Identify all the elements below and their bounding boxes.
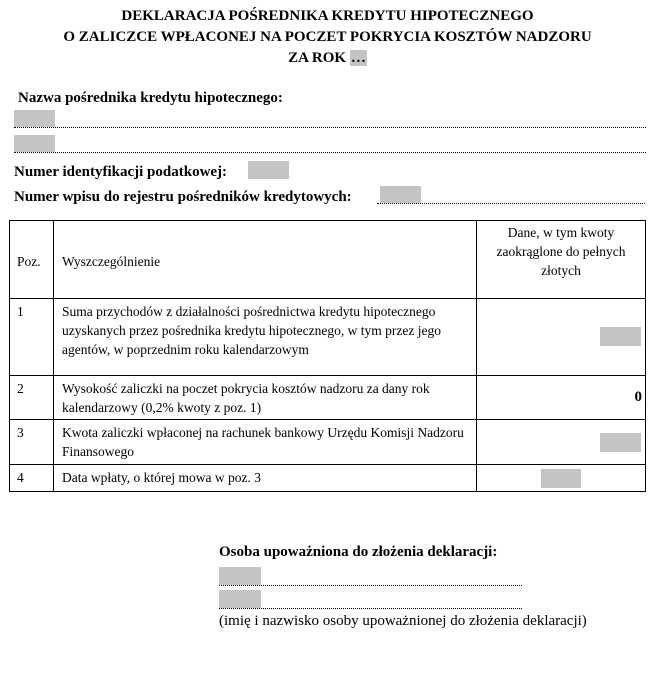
payment-date-input[interactable] bbox=[541, 469, 581, 488]
year-input[interactable]: … bbox=[350, 50, 366, 66]
row-pos: 4 bbox=[10, 465, 54, 492]
title-line-1: DEKLARACJA POŚREDNIKA KREDYTU HIPOTECZNEGO bbox=[121, 8, 534, 24]
title-year-label: ZA ROK bbox=[288, 50, 347, 66]
row-value-cell bbox=[477, 420, 646, 465]
dotted-line bbox=[14, 127, 646, 128]
row-value-cell bbox=[477, 376, 646, 420]
row-description: Data wpłaty, o której mowa w poz. 3 bbox=[54, 465, 477, 492]
table-row bbox=[10, 420, 646, 465]
row-pos: 1 bbox=[10, 299, 54, 376]
advance-amount-value[interactable]: 0 bbox=[634, 389, 642, 405]
header-pos: Poz. bbox=[10, 221, 54, 299]
row-description: Kwota zaliczki wpłaconej na rachunek bankowy Urzędu Komisji Nadzoru Finansowego bbox=[54, 420, 477, 465]
row-description: Wysokość zaliczki na poczet pokrycia kosztów nadzoru za dany rok kalendarzowy (0,2% kwoty z poz. 1) bbox=[54, 376, 477, 420]
intermediary-name-input-1[interactable] bbox=[14, 110, 55, 127]
register-number-input[interactable] bbox=[380, 186, 421, 203]
signature-note: (imię i nazwisko osoby upoważnionej do złożenia deklaracji) bbox=[219, 613, 587, 629]
declaration-table bbox=[9, 220, 646, 492]
signature-input-1[interactable] bbox=[219, 567, 261, 585]
intermediary-name-label: Nazwa pośrednika kredytu hipotecznego: bbox=[18, 90, 283, 106]
table-row bbox=[10, 299, 646, 376]
revenue-input[interactable] bbox=[600, 327, 641, 346]
table-header-row bbox=[10, 221, 646, 299]
paid-advance-input[interactable] bbox=[600, 433, 641, 452]
row-pos: 2 bbox=[10, 376, 54, 420]
row-value-cell bbox=[477, 299, 646, 376]
intermediary-name-input-2[interactable] bbox=[14, 135, 55, 152]
register-number-label: Numer wpisu do rejestru pośredników kredytowych: bbox=[14, 189, 352, 205]
table-row bbox=[10, 465, 646, 492]
signature-input-2[interactable] bbox=[219, 590, 261, 608]
signature-label: Osoba upoważniona do złożenia deklaracji: bbox=[219, 544, 498, 560]
tax-id-input[interactable] bbox=[248, 161, 289, 179]
title-line-3 bbox=[0, 48, 655, 69]
dotted-line bbox=[14, 152, 646, 153]
header-description: Wyszczególnienie bbox=[54, 221, 477, 299]
row-description: Suma przychodów z działalności pośrednictwa kredytu hipotecznego uzyskanych przez pośrednika kredytu hipotecznego, w tym przez jego agentów, w poprzednim roku kalendarzowym bbox=[54, 299, 477, 376]
row-pos: 3 bbox=[10, 420, 54, 465]
tax-id-label: Numer identyfikacji podatkowej: bbox=[14, 164, 228, 180]
table-row bbox=[10, 376, 646, 420]
dotted-line bbox=[377, 203, 645, 204]
dotted-line bbox=[219, 585, 522, 586]
dotted-line bbox=[219, 608, 522, 609]
header-value: Dane, w tym kwoty zaokrąglone do pełnych złotych bbox=[477, 221, 646, 299]
title-line-2: O ZALICZCE WPŁACONEJ NA POCZET POKRYCIA KOSZTÓW NADZORU bbox=[63, 29, 592, 45]
row-value-cell bbox=[477, 465, 646, 492]
